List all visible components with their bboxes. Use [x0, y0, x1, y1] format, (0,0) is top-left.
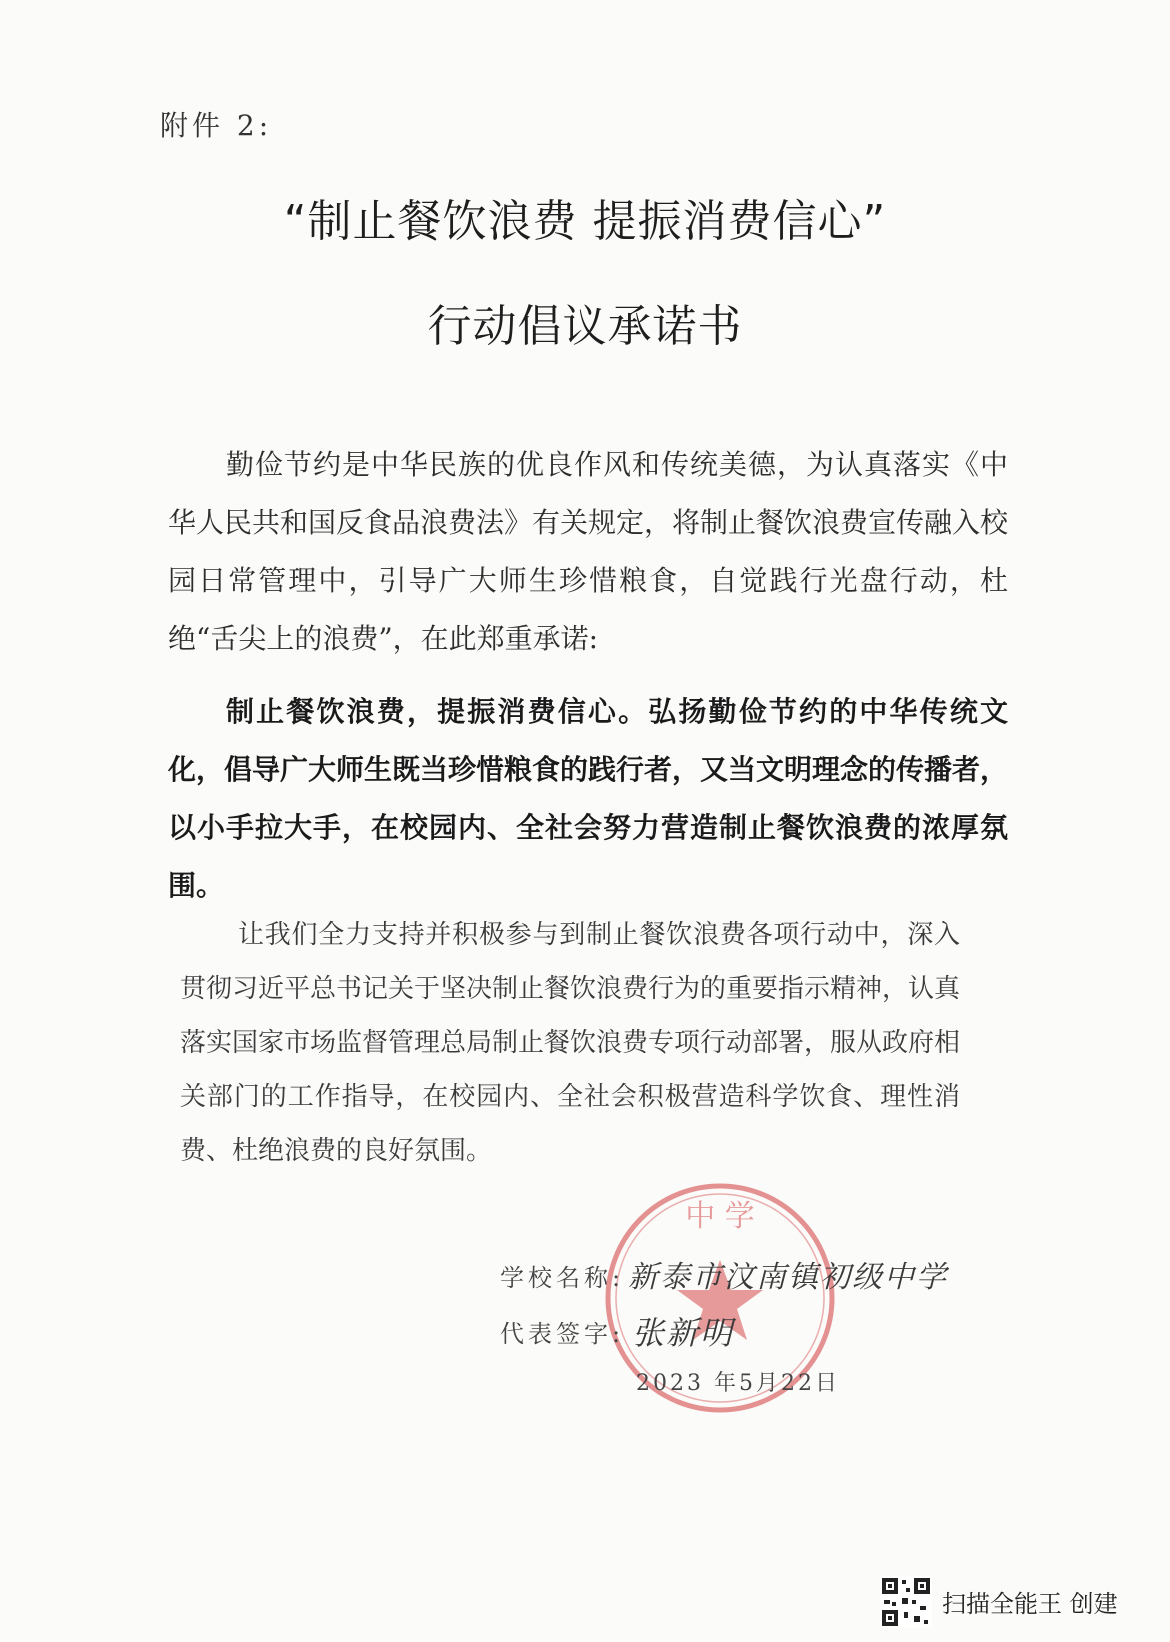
school-name-label: 学校名称: [500, 1264, 625, 1292]
paragraph-commitment: 让我们全力支持并积极参与到制止餐饮浪费各项行动中，深入贯彻习近平总书记关于坚决制止餐饮浪费行为的重要指示精神，认真落实国家市场监督管理总局制止餐饮浪费专项行动部署，服从政府相关部门的工作指导，在校园内、全社会积极营造科学饮食、理性消费、杜绝浪费的良好氛围。 [180, 920, 961, 1166]
signature-date: 2023 年5月22日 [636, 1371, 840, 1396]
representative-signature-label: 代表签字: [500, 1320, 625, 1348]
paragraph-intro: 勤俭节约是中华民族的优良作风和传统美德，为认真落实《中华人民共和国反食品浪费法》有关规定，将制止餐饮浪费宣传融入校园日常管理中，引导广大师生珍惜粮食，自觉践行光盘行动，杜绝“舌尖上的浪费”，在此郑重承诺: [168, 448, 1009, 655]
scanner-watermark-text: 扫描全能王 创建 [942, 1590, 1118, 1618]
school-name-handwriting: 新泰市汶南镇初级中学 [628, 1260, 948, 1295]
attachment-label: 附件 2: [160, 109, 273, 142]
qr-code-icon [880, 1576, 932, 1628]
paragraph-pledge: 制止餐饮浪费，提振消费信心。弘扬勤俭节约的中华传统文化，倡导广大师生既当珍惜粮食的践行者，又当文明理念的传播者，以小手拉大手，在校园内、全社会努力营造制止餐饮浪费的浓厚氛围。 [168, 695, 1009, 902]
document-title-line1: “制止餐饮浪费 提振消费信心” [283, 196, 887, 247]
svg-text:中 学: 中 学 [685, 1199, 755, 1234]
document-title-line2: 行动倡议承诺书 [427, 301, 743, 352]
representative-signature: 张新明 [632, 1314, 735, 1352]
